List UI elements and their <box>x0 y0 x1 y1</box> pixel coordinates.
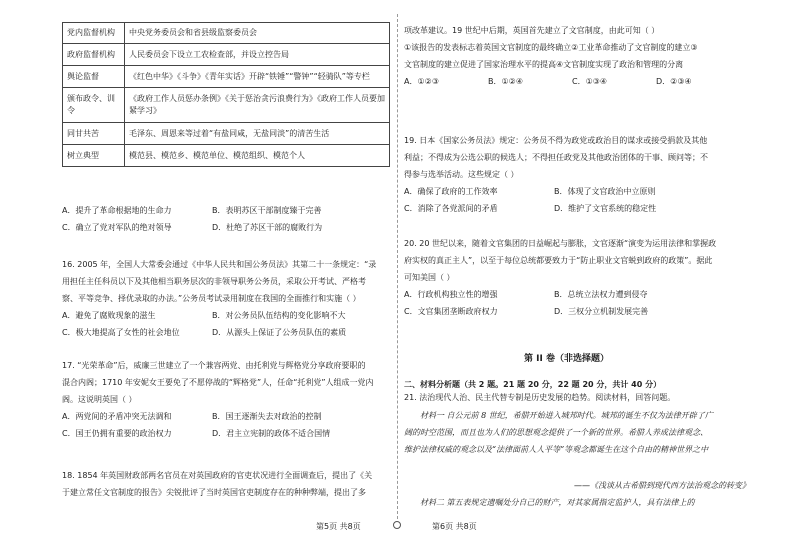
option: D．从源头上保证了公务员队伍的素质 <box>212 328 347 337</box>
supervision-table <box>62 22 390 167</box>
table-row-label: 党内监督机构 <box>63 23 125 44</box>
material-two: 材料二 第五表规定遗嘱处分自己的财产，对其家属指定监护人，具有法律上的 <box>420 498 695 507</box>
option: D．三权分立机制发展完善 <box>554 307 649 316</box>
center-circle-icon <box>393 521 401 529</box>
option: D．②③④ <box>656 77 692 86</box>
stem-line: 20. 20 世纪以来，随着文官集团的日益崛起与膨胀，文官逐渐“演变为运用法律和掌握政 <box>404 239 717 248</box>
q20-stem <box>404 235 716 286</box>
stem-line: 用担任主任科员以下及其他相当职务层次的非领导职务公务员，采取公开考试、严格考 <box>62 277 366 286</box>
material-line: 维护法律权威的观念以及“法律面前人人平等”等观念都诞生在这个自由的精神世界之中 <box>404 445 709 454</box>
material-one <box>420 407 713 424</box>
option: A．确保了政府的工作效率 <box>404 187 498 196</box>
option: A．①②③ <box>404 77 439 86</box>
option: B．体现了文官政治中立原则 <box>554 187 656 196</box>
q16-stem <box>62 256 376 307</box>
stem-line: 17. “光荣革命”后，威廉三世建立了一个兼容两党、由托利党与辉格党分享政府要职的 <box>62 361 366 370</box>
table-row-label: 颁布政令、训令 <box>63 88 125 123</box>
material-line: 材料一 自公元前 8 世纪，希腊开始进入城邦时代。城邦的诞生不仅为法律开辟了广 <box>420 411 713 420</box>
section2-title: 第 II 卷（非选择题） <box>524 354 609 364</box>
q17-options <box>62 408 392 442</box>
footer-left-page: 第5页 共8页 <box>316 522 361 531</box>
option: D．君主立宪制的政体不适合国情 <box>212 429 331 438</box>
option: A．两党间的矛盾冲突无法调和 <box>62 412 172 421</box>
stem-line: 利益；不得成为公选公职的候选人；不得担任政党及其他政治团体的干事、顾问等；不 <box>404 153 708 162</box>
section2-heading: 二、材料分析题（共 2 题。21 题 20 分，22 题 20 分，共计 40 分） <box>404 380 662 389</box>
stem-line: 得参与选举活动。这些规定（ ） <box>404 170 519 179</box>
stem-line: ①该报告的发表标志着英国文官制度的最终确立②工业革命推动了文官制度的建立③ <box>404 43 698 52</box>
table-row-label: 舆论监督 <box>63 66 125 88</box>
option: B．国王逐渐失去对政治的控制 <box>212 412 322 421</box>
material-one-source: ——《浅谈从古希腊到现代西方法治观念的转变》 <box>574 481 750 490</box>
option: C．国王仍拥有重要的政治权力 <box>62 429 172 438</box>
q19-options <box>404 183 754 217</box>
stem-line: 府实权的真正主人”，以至于每位总统都要致力于“防止职业文官蜕到政府的政策”。据此 <box>404 256 713 265</box>
option: B．①②④ <box>488 77 524 86</box>
footer-right-page: 第6页 共8页 <box>432 522 477 531</box>
table-row-label: 树立典型 <box>63 145 125 167</box>
option: C．文官集团垄断政府权力 <box>404 307 498 316</box>
table-row-label: 政府监督机构 <box>63 44 125 66</box>
stem-line: 项改革建议。19 世纪中后期，英国首先建立了文官制度，由此可知（ ） <box>404 26 660 35</box>
material-line: 阔的时空范围，而且也为人们的思想观念提供了一个新的世界。希腊人养成法律观念、 <box>404 428 708 437</box>
option: B．表明苏区干部制度臻于完善 <box>212 206 322 215</box>
option: A．行政机构独立性的增强 <box>404 290 498 299</box>
stem-line: 16. 2005 年，全国人大常委会通过《中华人民共和国公务员法》其第二十一条规定：“录 <box>62 260 377 269</box>
q21-stem: 21. 法治现代人治、民主代替专制是历史发展的趋势。阅读材料，回答问题。 <box>404 393 676 402</box>
option: C．①③④ <box>572 77 608 86</box>
option: C．确立了党对军队的绝对领导 <box>62 223 172 232</box>
option: D．维护了文官系统的稳定性 <box>554 204 657 213</box>
option: A．提升了革命根据地的生命力 <box>62 206 172 215</box>
table-row-content: 《政府工作人员惩办条例》《关于惩治贪污浪费行为》《政府工作人员要加紧学习》 <box>125 88 390 123</box>
option: B．总统立法权力遭到侵夺 <box>554 290 648 299</box>
table-row-content: 《红色中华》《斗争》《青年实话》开辟“铁锤”“警钟”“轻骑队”等专栏 <box>125 66 390 88</box>
q16-options <box>62 307 392 341</box>
table-row-content: 人民委员会下设立工农检查部，并设立控告局 <box>125 44 390 66</box>
q17-stem <box>62 357 373 408</box>
stem-line: 混合内阁；1710 年安妮女王要免了不愿停战的“辉格党”人，任命“托利党”人组成一党内 <box>62 378 374 387</box>
stem-line: 阁。这说明英国（ ） <box>62 395 137 404</box>
table-row-content: 中央党务委员会和省县级监察委员会 <box>125 23 390 44</box>
q18-stem <box>62 467 372 501</box>
stem-line: 19. 日本《国家公务员法》规定：公务员不得为政党或政治目的谋求或接受捐款及其他 <box>404 136 708 145</box>
option: C．消除了各党派间的矛盾 <box>404 204 498 213</box>
column-divider <box>397 14 398 519</box>
option: D．杜绝了苏区干部的腐败行为 <box>212 223 323 232</box>
stem-line: 文官制度的建立促进了国家治理水平的提高④文官制度实现了政治和管理的分离 <box>404 60 684 69</box>
stem-line: 于建立常任文官制度的报告》尖锐批评了当时英国官吏制度存在的种种弊端，提出了多 <box>62 488 366 497</box>
q18-continued <box>404 22 698 73</box>
table-row-content: 毛泽东、周恩来等过着“有盐同咸，无盐同淡”的清苦生活 <box>125 123 390 145</box>
q15-options <box>62 202 392 236</box>
q18-options <box>404 73 754 90</box>
stem-line: 可知美国（ ） <box>404 273 455 282</box>
option: A．避免了腐败现象的滋生 <box>62 311 156 320</box>
stem-line: 察、平等竞争、择优录取的办法。”公务员考试录用制度在我国的全面推行和实施（ ） <box>62 294 361 303</box>
option: C．极大地提高了女性的社会地位 <box>62 328 180 337</box>
table-row-label: 同甘共苦 <box>63 123 125 145</box>
option: B．对公务员队伍结构的变化影响不大 <box>212 311 346 320</box>
q20-options <box>404 286 754 320</box>
material-one-cont <box>404 424 708 458</box>
q19-stem <box>404 132 708 183</box>
table-row-content: 模范县、模范乡、模范单位、模范组织、模范个人 <box>125 145 390 167</box>
stem-line: 18. 1854 年英国财政部两名官员在对英国政府的官吏状况进行全面调查后，提出了《关 <box>62 471 373 480</box>
